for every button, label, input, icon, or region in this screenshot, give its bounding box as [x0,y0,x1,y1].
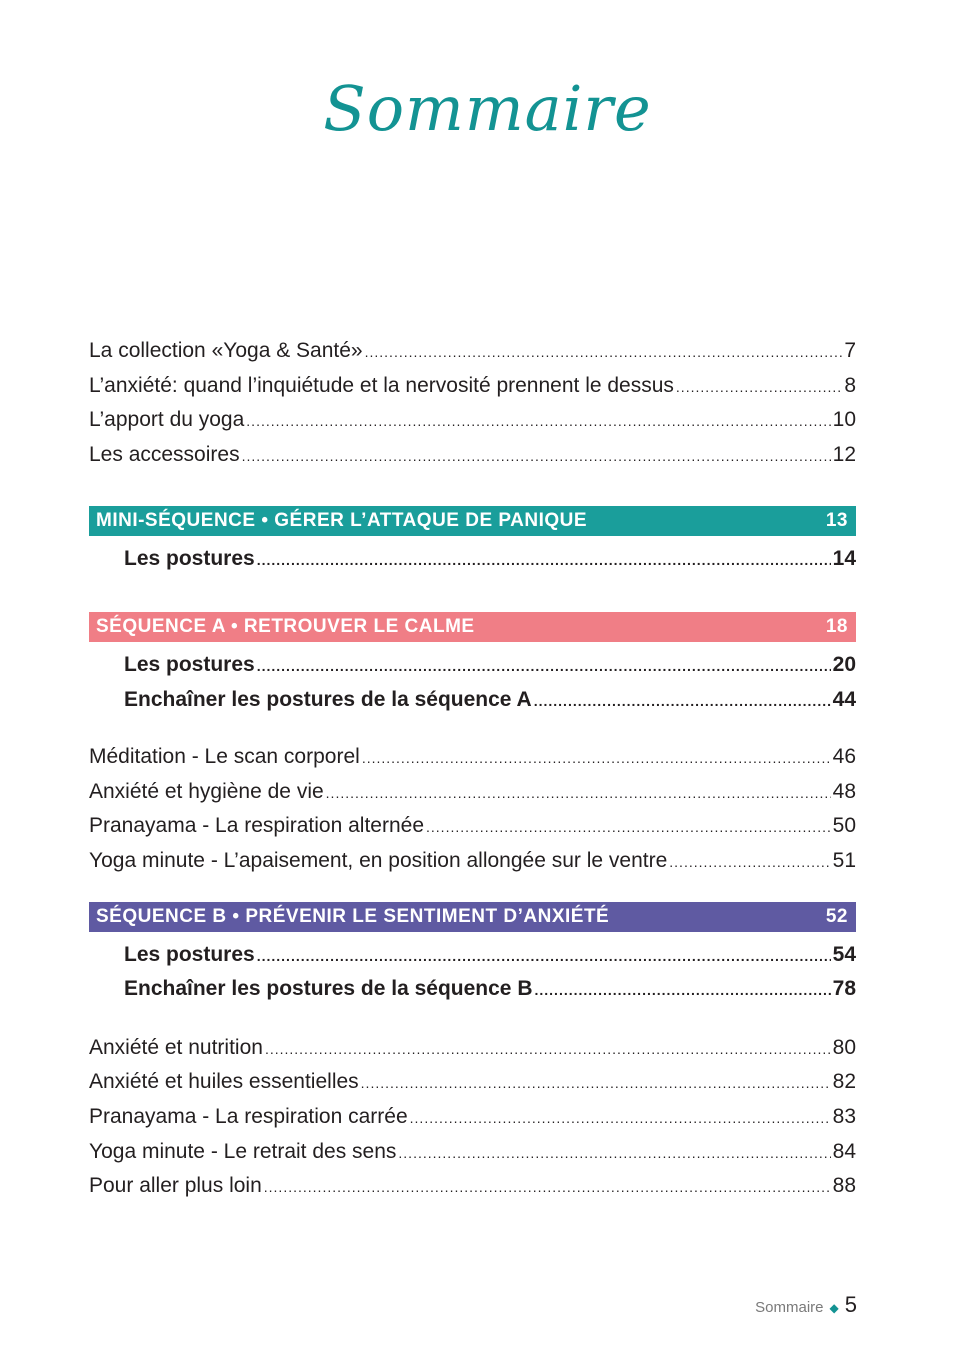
entry-label: Pour aller plus loin [89,1174,262,1198]
entry-label: Enchaîner les postures de la séquence A [124,687,532,711]
entry-page: 20 [832,652,856,676]
entry-label: Pranayama - La respiration alternée [89,814,425,838]
leader-dots [257,543,831,578]
toc-entry[interactable] [89,844,856,879]
toc-entry[interactable] [89,809,856,844]
leader-dots [534,684,831,719]
section-header-sequence-b[interactable] [89,902,856,932]
entry-page: 78 [832,977,856,1001]
section-page: 52 [825,905,848,927]
leader-dots [361,1066,831,1101]
middle-group [89,740,856,878]
leader-dots [326,776,831,811]
page-number: 5 [844,1292,857,1317]
leader-dots [242,439,831,474]
leader-dots [676,370,842,405]
section-page: 13 [825,510,848,532]
section-header-mini-sequence[interactable] [89,506,856,536]
toc-sub-entry[interactable] [89,938,856,973]
toc-entry[interactable] [89,438,856,473]
entry-label: Les postures [124,652,255,676]
leader-dots [362,741,831,776]
toc-entry[interactable] [89,403,856,438]
entry-label: Yoga minute - L’apaisement, en position allongée sur le ventre [89,848,668,872]
toc-entry[interactable] [89,334,856,369]
toc-sub-entry[interactable] [89,683,856,718]
entry-page: 88 [832,1174,856,1198]
entry-label: Anxiété et huiles essentielles [89,1070,359,1094]
leader-dots [426,810,831,845]
entry-page: 80 [832,1035,856,1059]
entry-label: L’apport du yoga [89,408,245,432]
toc-sub-entry[interactable] [89,542,856,577]
leader-dots [398,1136,830,1171]
entry-page: 51 [832,848,856,872]
entry-label: Les postures [124,942,255,966]
leader-dots [265,1032,831,1067]
toc-entry[interactable] [89,740,856,775]
entry-page: 82 [832,1070,856,1094]
section-page: 18 [825,615,848,637]
leader-dots [264,1170,831,1205]
entry-page: 50 [832,814,856,838]
outro-group [89,1031,856,1204]
page-title: Sommaire [323,72,652,145]
entry-label: Les accessoires [89,442,240,466]
leader-dots [257,649,831,684]
entry-label: Méditation - Le scan corporel [89,745,360,769]
entry-page: 7 [844,339,856,362]
section-label: SÉQUENCE A • RETROUVER LE CALME [96,615,475,637]
entry-label: Yoga minute - Le retrait des sens [89,1139,397,1163]
entry-label: Enchaîner les postures de la séquence B [124,977,533,1001]
entry-page: 8 [844,373,856,397]
toc-entry[interactable] [89,1169,856,1204]
toc-entry[interactable] [89,1135,856,1170]
leader-dots [246,404,830,439]
intro-group [89,334,856,472]
toc-entry[interactable] [89,1031,856,1066]
toc-entry[interactable] [89,1100,856,1135]
entry-page: 14 [832,547,856,571]
entry-label: Pranayama - La respiration carrée [89,1104,408,1128]
table-of-contents [89,334,856,1204]
entry-page: 46 [832,745,856,769]
entry-page: 48 [832,779,856,803]
leader-dots [365,335,843,370]
leader-dots [669,845,830,880]
entry-label: La collection «Yoga & Santé» [89,339,363,362]
leader-dots [410,1101,831,1136]
toc-sub-entry[interactable] [89,648,856,683]
entry-label: Anxiété et hygiène de vie [89,779,324,803]
toc-entry[interactable] [89,369,856,404]
toc-sub-entry[interactable] [89,972,856,1007]
section-label: SÉQUENCE B • PRÉVENIR LE SENTIMENT D’ANXIÉTÉ [96,905,610,927]
toc-entry[interactable] [89,775,856,810]
entry-label: L’anxiété: quand l’inquiétude et la nervosité prennent le dessus [89,373,674,397]
entry-page: 83 [832,1104,856,1128]
entry-page: 12 [832,442,856,466]
diamond-icon: ◆ [829,1301,839,1315]
entry-label: Anxiété et nutrition [89,1035,263,1059]
page-footer [755,1292,857,1318]
entry-page: 10 [832,408,856,432]
leader-dots [257,939,831,974]
entry-page: 44 [832,687,856,711]
leader-dots [535,973,831,1008]
toc-entry[interactable] [89,1065,856,1100]
section-label: MINI-SÉQUENCE • GÉRER L’ATTAQUE DE PANIQUE [96,510,588,532]
entry-page: 84 [832,1139,856,1163]
footer-label: Sommaire [755,1299,824,1316]
section-header-sequence-a[interactable] [89,612,856,642]
entry-label: Les postures [124,547,255,571]
entry-page: 54 [832,942,856,966]
